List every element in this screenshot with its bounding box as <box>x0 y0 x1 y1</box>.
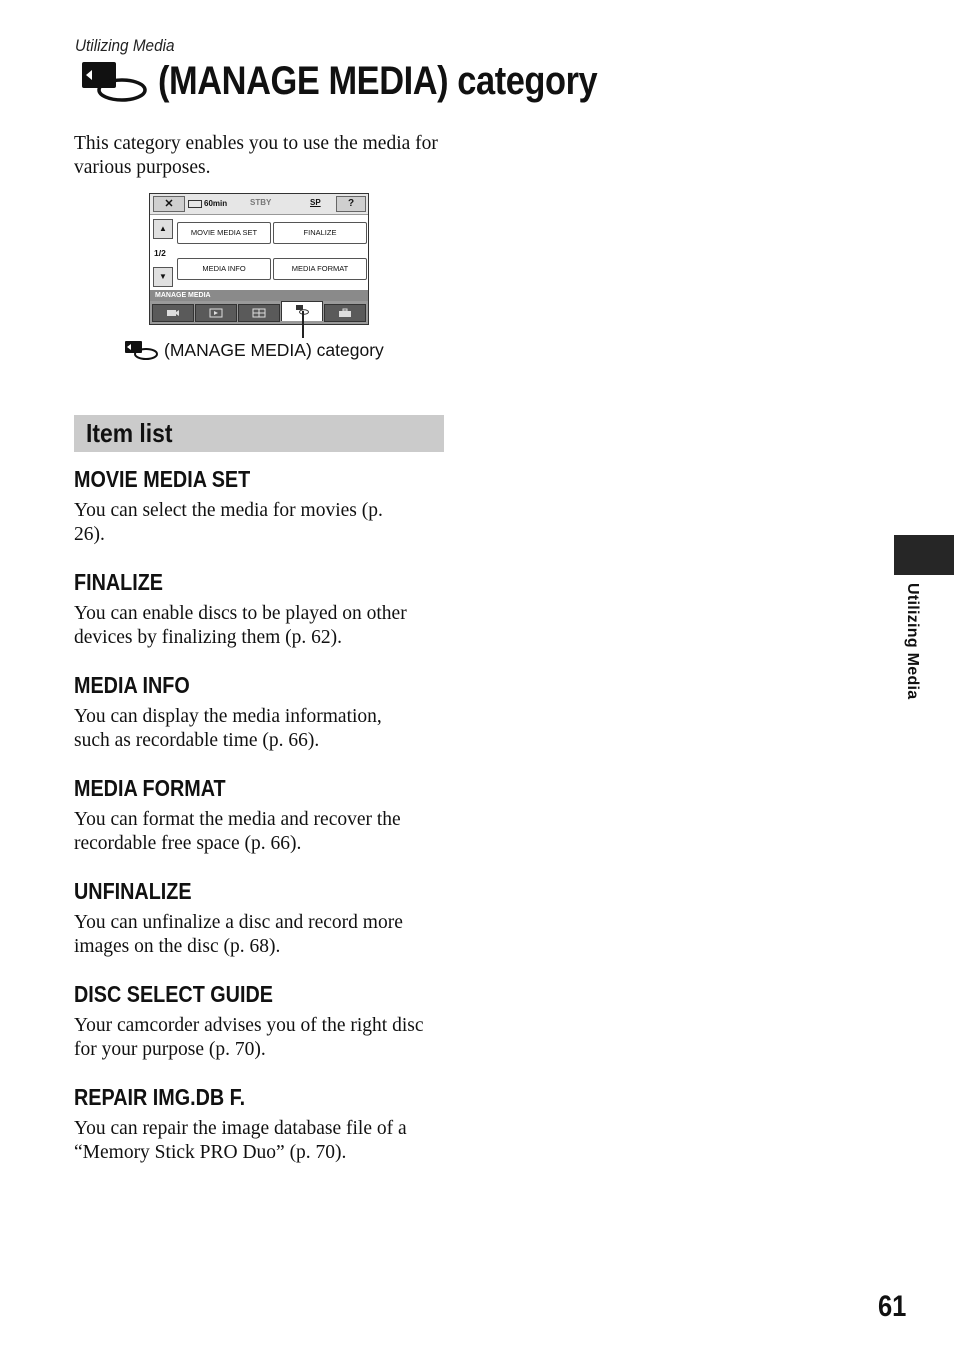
section-title: Item list <box>86 418 173 448</box>
running-head: Utilizing Media <box>75 36 175 55</box>
manage-media-icon <box>78 58 148 104</box>
lcd-help-button: ? <box>336 196 366 212</box>
lcd-quality: SP <box>310 198 321 207</box>
playback-icon <box>209 308 223 318</box>
lcd-status-bar <box>150 194 368 215</box>
edit-icon <box>252 308 266 318</box>
lcd-tab-edit <box>238 304 280 322</box>
lcd-tab-playback <box>195 304 237 322</box>
callout-line <box>302 311 304 338</box>
list-item <box>74 671 446 774</box>
lcd-button-media-format: MEDIA FORMAT <box>273 258 367 280</box>
lcd-tab-camera <box>152 304 194 322</box>
list-item <box>74 568 446 671</box>
item-description: Your camcorder advises you of the right disc for your purpose (p. 70). <box>74 1015 424 1060</box>
item-name: FINALIZE <box>74 569 164 595</box>
item-name: REPAIR IMG.DB F. <box>74 1084 246 1110</box>
item-description: You can display the media information, such as recordable time (p. 66). <box>74 706 382 751</box>
item-description: You can format the media and recover the recordable free space (p. 66). <box>74 809 401 854</box>
lcd-status: STBY <box>250 198 272 207</box>
list-item <box>74 980 446 1083</box>
lcd-page-indicator: 1/2 <box>154 248 166 258</box>
title-block <box>78 58 669 104</box>
lcd-button-movie-media-set: MOVIE MEDIA SET <box>177 222 271 244</box>
section-header-bar <box>74 415 444 452</box>
intro-text: This category enables you to use the media for various purposes. <box>74 133 438 178</box>
item-name: UNFINALIZE <box>74 878 192 904</box>
item-description: You can repair the image database file of a “Memory Stick PRO Duo” (p. 70). <box>74 1118 407 1163</box>
item-name: DISC SELECT GUIDE <box>74 981 273 1007</box>
lcd-battery <box>188 197 227 211</box>
manage-media-icon <box>124 339 158 361</box>
side-thumb-tab <box>894 535 954 575</box>
side-section-label: Utilizing Media <box>904 583 921 700</box>
lcd-button-finalize: FINALIZE <box>273 222 367 244</box>
illustration-caption <box>124 339 384 361</box>
lcd-screen-illustration <box>149 193 369 325</box>
item-name: MOVIE MEDIA SET <box>74 466 251 492</box>
list-item <box>74 465 446 568</box>
caption-text: (MANAGE MEDIA) category <box>164 339 384 360</box>
item-list <box>74 465 446 1186</box>
page-title: (MANAGE MEDIA) category <box>158 58 598 103</box>
lcd-category-bar: MANAGE MEDIA <box>150 290 368 301</box>
item-description: You can select the media for movies (p. 26). <box>74 500 383 545</box>
item-description: You can enable discs to be played on other devices by finalizing them (p. 62). <box>74 603 407 648</box>
lcd-close-button: ✕ <box>153 196 185 212</box>
toolbox-icon <box>338 308 352 318</box>
lcd-button-media-info: MEDIA INFO <box>177 258 271 280</box>
lcd-scroll-up-button: ▲ <box>153 219 173 239</box>
item-name: MEDIA FORMAT <box>74 775 226 801</box>
battery-time: 60min <box>204 199 228 208</box>
item-description: You can unfinalize a disc and record more images on the disc (p. 68). <box>74 912 403 957</box>
list-item <box>74 877 446 980</box>
battery-icon <box>188 200 202 208</box>
list-item <box>74 1083 446 1186</box>
lcd-scroll-down-button: ▼ <box>153 267 173 287</box>
lcd-category-tabs <box>150 301 368 324</box>
lcd-tab-settings <box>324 304 366 322</box>
page-number: 61 <box>878 1290 907 1323</box>
camera-icon <box>166 308 180 318</box>
item-name: MEDIA INFO <box>74 672 190 698</box>
list-item <box>74 774 446 877</box>
